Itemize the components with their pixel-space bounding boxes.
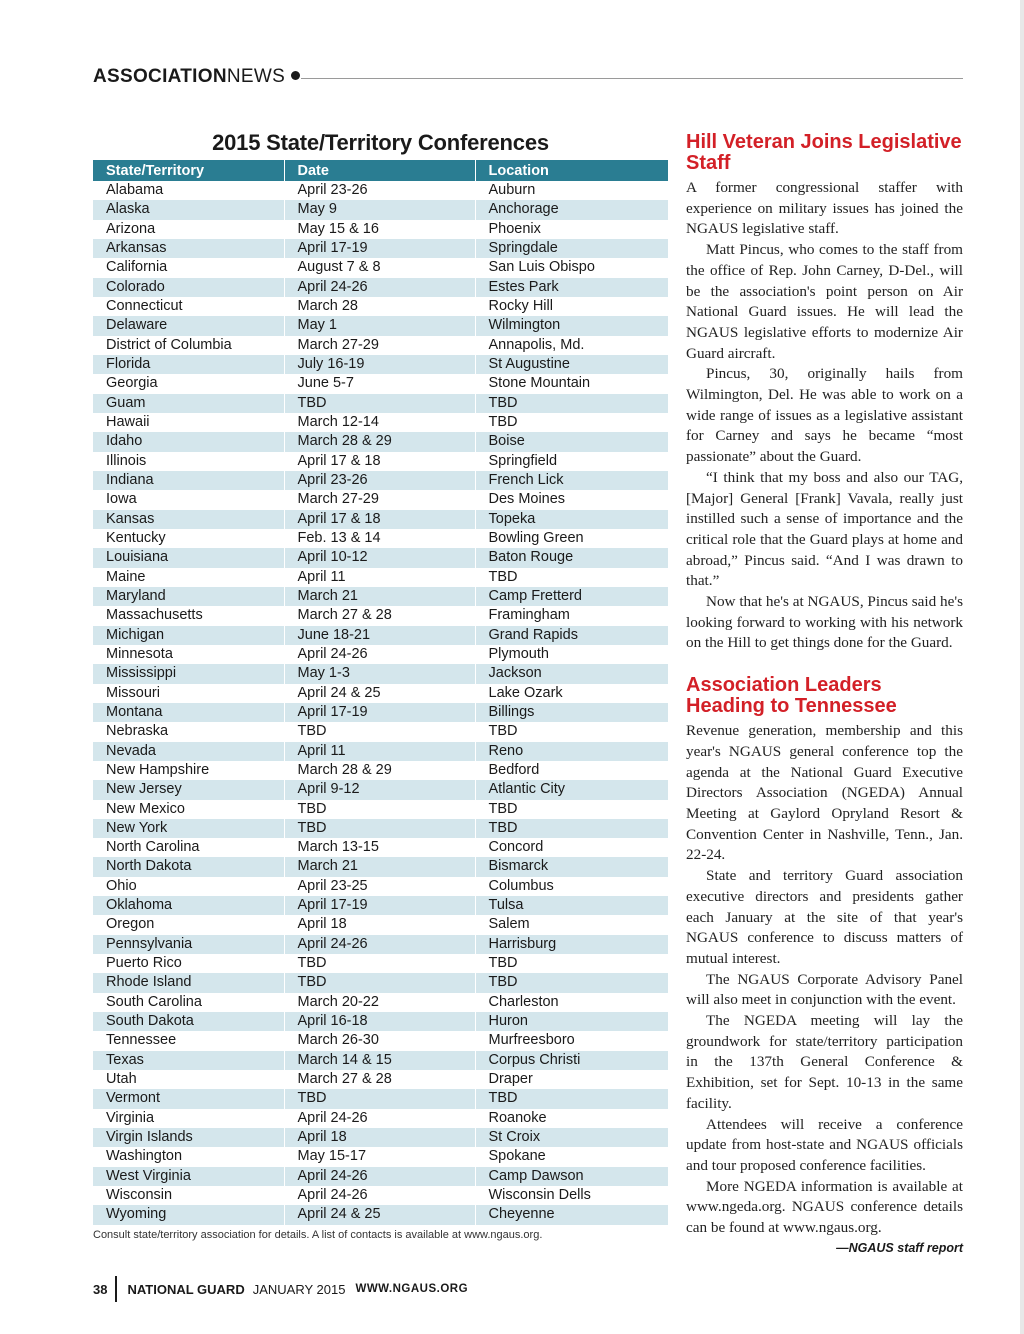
table-row [93, 452, 668, 471]
date-cell: April 24-26 [284, 935, 475, 954]
table-row [93, 1031, 668, 1050]
date-cell: April 16-18 [284, 1012, 475, 1031]
state-cell: Georgia [93, 374, 284, 393]
article-paragraph: The NGAUS Corporate Advisory Panel will also meet in conjunction with the event. [686, 970, 963, 1009]
location-cell: French Lick [475, 471, 668, 490]
location-cell: Huron [475, 1012, 668, 1031]
date-cell: March 28 [284, 297, 475, 316]
state-cell: Illinois [93, 452, 284, 471]
state-cell: Minnesota [93, 645, 284, 664]
location-cell: Camp Fretterd [475, 587, 668, 606]
date-cell: April 24-26 [284, 1109, 475, 1128]
table-row [93, 935, 668, 954]
article-paragraph: “I think that my boss and also our TAG, [Major] General [Frank] Vavala, really just instilled such a sense of importance and the critical role that the Guard plays at home and abroad,” Pincus said. “And I was drawn to that.” [686, 468, 963, 590]
state-cell: California [93, 258, 284, 277]
table-row [93, 1147, 668, 1166]
table-row [93, 297, 668, 316]
table-row [93, 316, 668, 335]
table-row [93, 742, 668, 761]
location-cell: Bismarck [475, 857, 668, 876]
table-footnote: Consult state/territory association for details. A list of contacts is available at www.ngaus.org. [93, 1229, 543, 1241]
date-cell: April 24 & 25 [284, 684, 475, 703]
location-cell: Wisconsin Dells [475, 1186, 668, 1205]
date-cell: May 9 [284, 200, 475, 219]
state-cell: New Jersey [93, 780, 284, 799]
location-cell: Estes Park [475, 278, 668, 297]
state-cell: North Dakota [93, 857, 284, 876]
table-row [93, 200, 668, 219]
date-cell: May 15-17 [284, 1147, 475, 1166]
column-header: State/Territory [93, 160, 284, 181]
location-cell: Tulsa [475, 896, 668, 915]
location-cell: Billings [475, 703, 668, 722]
table-row [93, 181, 668, 200]
table-row [93, 548, 668, 567]
state-cell: Idaho [93, 432, 284, 451]
table-row [93, 1051, 668, 1070]
location-cell: TBD [475, 722, 668, 741]
state-cell: Kentucky [93, 529, 284, 548]
date-cell: TBD [284, 973, 475, 992]
location-cell: Lake Ozark [475, 684, 668, 703]
location-cell: TBD [475, 819, 668, 838]
location-cell: St Augustine [475, 355, 668, 374]
location-cell: Murfreesboro [475, 1031, 668, 1050]
state-cell: Washington [93, 1147, 284, 1166]
table-row [93, 973, 668, 992]
table-row [93, 664, 668, 683]
date-cell: June 5-7 [284, 374, 475, 393]
date-cell: April 23-25 [284, 877, 475, 896]
state-cell: Oregon [93, 915, 284, 934]
table-row [93, 1109, 668, 1128]
location-cell: Annapolis, Md. [475, 336, 668, 355]
article-paragraph: The NGEDA meeting will lay the groundwork for state/territory participation in the 137th General Conference & Exhibition, set for Sept. 10-13 in the same facility. [686, 1012, 963, 1112]
article-paragraph: State and territory Guard association executive directors and presidents gather each January at the site of that year's NGAUS conference to discuss matters of mutual interest. [686, 867, 963, 967]
state-cell: Puerto Rico [93, 954, 284, 973]
table-row [93, 819, 668, 838]
location-cell: TBD [475, 800, 668, 819]
table-row [93, 1167, 668, 1186]
state-cell: Iowa [93, 490, 284, 509]
state-cell: Maryland [93, 587, 284, 606]
state-cell: Kansas [93, 510, 284, 529]
date-cell: May 1-3 [284, 664, 475, 683]
date-cell: April 17-19 [284, 239, 475, 258]
article-paragraph: Attendees will receive a conference update from host-state and NGAUS officials and tour proposed conference facilities. [686, 1115, 963, 1174]
state-cell: Utah [93, 1070, 284, 1089]
location-cell: Bedford [475, 761, 668, 780]
state-cell: Maine [93, 568, 284, 587]
location-cell: Grand Rapids [475, 626, 668, 645]
state-cell: Massachusetts [93, 606, 284, 625]
date-cell: April 10-12 [284, 548, 475, 567]
state-cell: North Carolina [93, 838, 284, 857]
date-cell: May 1 [284, 316, 475, 335]
table-row [93, 703, 668, 722]
date-cell: April 24-26 [284, 645, 475, 664]
footer-divider [115, 1276, 117, 1302]
location-cell: Atlantic City [475, 780, 668, 799]
table-row [93, 239, 668, 258]
table-row [93, 645, 668, 664]
date-cell: March 14 & 15 [284, 1051, 475, 1070]
state-cell: Virginia [93, 1109, 284, 1128]
table-row [93, 857, 668, 876]
date-cell: March 21 [284, 857, 475, 876]
state-cell: Louisiana [93, 548, 284, 567]
location-cell: TBD [475, 413, 668, 432]
header-rule [301, 78, 963, 79]
state-cell: Wyoming [93, 1205, 284, 1224]
state-cell: Missouri [93, 684, 284, 703]
section-label-bold: ASSOCIATION [93, 66, 227, 87]
location-cell: St Croix [475, 1128, 668, 1147]
table-row [93, 1089, 668, 1108]
article-paragraph: Matt Pincus, who comes to the staff from the office of Rep. John Carney, D-Del., will be the association's point person on Air National Guard issues. He will lead the NGAUS legislative efforts to modernize Air Guard aircraft. [686, 241, 963, 362]
location-cell: Springdale [475, 239, 668, 258]
location-cell: Salem [475, 915, 668, 934]
state-cell: Oklahoma [93, 896, 284, 915]
table-row [93, 896, 668, 915]
state-cell: Tennessee [93, 1031, 284, 1050]
location-cell: Anchorage [475, 200, 668, 219]
location-cell: TBD [475, 954, 668, 973]
state-cell: Ohio [93, 877, 284, 896]
location-cell: Charleston [475, 993, 668, 1012]
state-cell: Texas [93, 1051, 284, 1070]
article-headline: Association Leaders Heading to Tennessee [686, 674, 897, 718]
state-cell: Guam [93, 394, 284, 413]
state-cell: Nevada [93, 742, 284, 761]
table-row [93, 1012, 668, 1031]
date-cell: March 27 & 28 [284, 1070, 475, 1089]
section-header [93, 66, 963, 92]
date-cell: March 26-30 [284, 1031, 475, 1050]
date-cell: March 27-29 [284, 490, 475, 509]
page-edge [1020, 0, 1024, 1334]
table-row [93, 954, 668, 973]
date-cell: TBD [284, 800, 475, 819]
byline: —NGAUS staff report [836, 1240, 963, 1255]
state-cell: District of Columbia [93, 336, 284, 355]
section-label-light: NEWS [226, 66, 286, 87]
table-row [93, 278, 668, 297]
date-cell: March 13-15 [284, 838, 475, 857]
state-cell: New Hampshire [93, 761, 284, 780]
table-row [93, 568, 668, 587]
table-row [93, 529, 668, 548]
location-cell: Framingham [475, 606, 668, 625]
location-cell: Corpus Christi [475, 1051, 668, 1070]
table-row [93, 761, 668, 780]
date-cell: July 16-19 [284, 355, 475, 374]
date-cell: June 18-21 [284, 626, 475, 645]
publication-name: NATIONAL GUARD [127, 1281, 245, 1297]
state-cell: Hawaii [93, 413, 284, 432]
date-cell: March 21 [284, 587, 475, 606]
location-cell: Draper [475, 1070, 668, 1089]
date-cell: Feb. 13 & 14 [284, 529, 475, 548]
table-title: 2015 State/Territory Conferences [212, 130, 549, 155]
state-cell: New Mexico [93, 800, 284, 819]
location-cell: Cheyenne [475, 1205, 668, 1224]
table-row [93, 915, 668, 934]
date-cell: March 28 & 29 [284, 432, 475, 451]
table-row [93, 993, 668, 1012]
page-number: 38 [93, 1281, 108, 1297]
location-cell: Phoenix [475, 220, 668, 239]
state-cell: Alabama [93, 181, 284, 200]
location-cell: San Luis Obispo [475, 258, 668, 277]
table-row [93, 1070, 668, 1089]
right-column [686, 132, 963, 1255]
location-cell: Topeka [475, 510, 668, 529]
state-cell: Nebraska [93, 722, 284, 741]
state-cell: Mississippi [93, 664, 284, 683]
state-cell: Delaware [93, 316, 284, 335]
location-cell: Des Moines [475, 490, 668, 509]
location-cell: Plymouth [475, 645, 668, 664]
article-paragraph: Now that he's at NGAUS, Pincus said he's looking forward to working with his network on the Hill to get things done for the Guard. [686, 593, 963, 652]
state-cell: Florida [93, 355, 284, 374]
state-cell: Pennsylvania [93, 935, 284, 954]
state-cell: Montana [93, 703, 284, 722]
state-cell: Rhode Island [93, 973, 284, 992]
state-cell: South Carolina [93, 993, 284, 1012]
footer-url: WWW.NGAUS.ORG [355, 1283, 469, 1295]
conference-table [93, 160, 668, 1225]
article-paragraph: More NGEDA information is available at www.ngeda.org. NGAUS conference details can be found at www.ngaus.org. [686, 1177, 963, 1237]
location-cell: Baton Rouge [475, 548, 668, 567]
table-row [93, 490, 668, 509]
date-cell: April 11 [284, 742, 475, 761]
state-cell: South Dakota [93, 1012, 284, 1031]
article-paragraph: A former congressional staffer with experience on military issues has joined the NGAUS legislative staff. [686, 179, 963, 238]
column-header: Date [284, 160, 475, 181]
table-row [93, 1205, 668, 1224]
table-row [93, 413, 668, 432]
date-cell: April 17-19 [284, 703, 475, 722]
location-cell: TBD [475, 568, 668, 587]
table-row [93, 258, 668, 277]
bullet-dot-icon [291, 71, 300, 80]
table-row [93, 510, 668, 529]
date-cell: April 18 [284, 1128, 475, 1147]
location-cell: Roanoke [475, 1109, 668, 1128]
date-cell: April 23-26 [284, 181, 475, 200]
date-cell: TBD [284, 722, 475, 741]
table-row [93, 394, 668, 413]
location-cell: Boise [475, 432, 668, 451]
table-row [93, 800, 668, 819]
state-cell: Colorado [93, 278, 284, 297]
location-cell: TBD [475, 973, 668, 992]
table-row [93, 626, 668, 645]
state-cell: West Virginia [93, 1167, 284, 1186]
date-cell: TBD [284, 819, 475, 838]
location-cell: Spokane [475, 1147, 668, 1166]
column-header: Location [475, 160, 668, 181]
state-cell: Vermont [93, 1089, 284, 1108]
state-cell: Arizona [93, 220, 284, 239]
date-cell: April 24 & 25 [284, 1205, 475, 1224]
table-header-row [93, 160, 668, 181]
state-cell: Michigan [93, 626, 284, 645]
table-row [93, 220, 668, 239]
table-row [93, 1186, 668, 1205]
location-cell: Auburn [475, 181, 668, 200]
state-cell: New York [93, 819, 284, 838]
article-paragraph: Pincus, 30, originally hails from Wilmington, Del. He was able to work on a wide range of issues as a legislative assistant for Carney and says he became “most passionate” about the Guard. [686, 365, 963, 466]
table-row [93, 684, 668, 703]
date-cell: April 9-12 [284, 780, 475, 799]
table-row [93, 471, 668, 490]
issue-date: JANUARY 2015 [252, 1281, 346, 1297]
date-cell: TBD [284, 954, 475, 973]
table-row [93, 780, 668, 799]
table-body [93, 181, 668, 1225]
table-row [93, 606, 668, 625]
date-cell: April 11 [284, 568, 475, 587]
date-cell: March 28 & 29 [284, 761, 475, 780]
location-cell: Jackson [475, 664, 668, 683]
state-cell: Virgin Islands [93, 1128, 284, 1147]
state-cell: Alaska [93, 200, 284, 219]
date-cell: April 17-19 [284, 896, 475, 915]
date-cell: April 17 & 18 [284, 510, 475, 529]
location-cell: Wilmington [475, 316, 668, 335]
table-row [93, 355, 668, 374]
state-cell: Arkansas [93, 239, 284, 258]
location-cell: Bowling Green [475, 529, 668, 548]
date-cell: April 17 & 18 [284, 452, 475, 471]
date-cell: March 27 & 28 [284, 606, 475, 625]
state-cell: Indiana [93, 471, 284, 490]
location-cell: Stone Mountain [475, 374, 668, 393]
date-cell: March 12-14 [284, 413, 475, 432]
table-row [93, 722, 668, 741]
article-association-leaders [686, 675, 963, 1255]
date-cell: April 23-26 [284, 471, 475, 490]
date-cell: March 27-29 [284, 336, 475, 355]
date-cell: TBD [284, 1089, 475, 1108]
state-cell: Connecticut [93, 297, 284, 316]
date-cell: April 24-26 [284, 1186, 475, 1205]
table-row [93, 336, 668, 355]
table-row [93, 587, 668, 606]
table-row [93, 1128, 668, 1147]
date-cell: April 24-26 [284, 1167, 475, 1186]
location-cell: Columbus [475, 877, 668, 896]
table-row [93, 374, 668, 393]
date-cell: April 18 [284, 915, 475, 934]
article-hill-veteran [686, 132, 963, 654]
location-cell: Springfield [475, 452, 668, 471]
date-cell: March 20-22 [284, 993, 475, 1012]
date-cell: April 24-26 [284, 278, 475, 297]
table-row [93, 838, 668, 857]
location-cell: Rocky Hill [475, 297, 668, 316]
location-cell: TBD [475, 1089, 668, 1108]
table-row [93, 877, 668, 896]
article-paragraph: Revenue generation, membership and this year's NGAUS general conference top the agenda at the National Guard Executive Directors Association (NGEDA) Annual Meeting at Gaylord Opryland Resort & Convention Center in Nashville, Tenn., Jan. 22-24. [686, 722, 963, 864]
location-cell: Camp Dawson [475, 1167, 668, 1186]
location-cell: Reno [475, 742, 668, 761]
location-cell: Concord [475, 838, 668, 857]
date-cell: TBD [284, 394, 475, 413]
state-cell: Wisconsin [93, 1186, 284, 1205]
location-cell: Harrisburg [475, 935, 668, 954]
article-headline: Hill Veteran Joins Legislative Staff [686, 131, 962, 174]
location-cell: TBD [475, 394, 668, 413]
page-footer [93, 1276, 468, 1302]
table-row [93, 432, 668, 451]
date-cell: August 7 & 8 [284, 258, 475, 277]
date-cell: May 15 & 16 [284, 220, 475, 239]
